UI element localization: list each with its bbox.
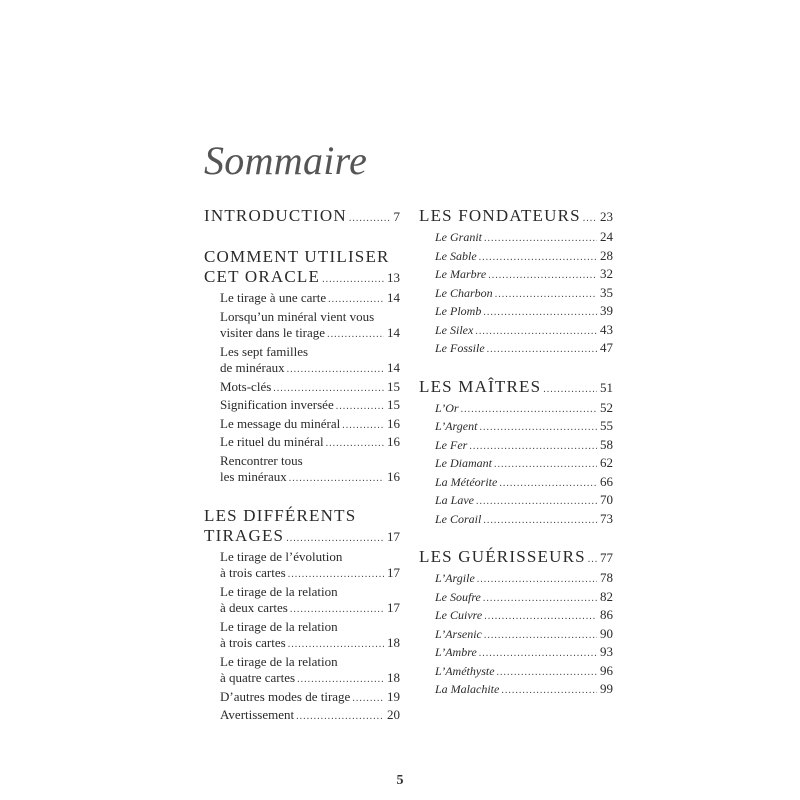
- page-number: 5: [396, 773, 404, 788]
- toc-entry[interactable]: [419, 607, 613, 626]
- toc-page-number: 14: [387, 290, 400, 305]
- toc-page-number: 93: [600, 644, 613, 659]
- leader-dots: [543, 380, 597, 400]
- toc-entry[interactable]: [419, 455, 613, 474]
- toc-page-number: 82: [600, 588, 613, 604]
- toc-page-number: 86: [600, 607, 613, 622]
- toc-page-number: 24: [600, 229, 613, 244]
- toc-page-number: 28: [600, 247, 613, 263]
- toc-page-number: 52: [600, 399, 613, 415]
- toc-entry-fondateurs[interactable]: [419, 206, 613, 229]
- leader-dots: [501, 683, 597, 700]
- toc-entry[interactable]: [204, 689, 400, 708]
- toc-entry[interactable]: [204, 707, 400, 726]
- toc-page-number: 47: [600, 340, 613, 355]
- toc-page-number: 19: [387, 688, 400, 704]
- leader-dots: [290, 602, 384, 619]
- toc-heading-label: INTRODUCTION: [204, 206, 347, 225]
- toc-page-number: 96: [600, 662, 613, 678]
- toc-page-number: 17: [387, 565, 400, 580]
- toc-entry-tirages[interactable]: [204, 526, 400, 549]
- toc-entry[interactable]: [419, 266, 613, 285]
- leader-dots: [488, 268, 597, 285]
- toc-entry-label: Le Fer: [435, 437, 468, 452]
- toc-entry-guerisseurs[interactable]: [419, 547, 613, 570]
- toc-entry-label: Le Soufre: [435, 589, 481, 604]
- leader-dots: [484, 609, 597, 626]
- toc-left-column: [204, 206, 400, 726]
- leader-dots: [479, 646, 597, 663]
- toc-page-number: 43: [600, 321, 613, 337]
- leader-dots: [287, 362, 384, 379]
- toc-page-number: 58: [600, 436, 613, 452]
- leader-dots: [297, 672, 384, 689]
- toc-entry[interactable]: [419, 492, 613, 511]
- toc-entry[interactable]: [204, 379, 400, 398]
- toc-entry-label: L’Or: [435, 400, 459, 415]
- toc-entry[interactable]: [204, 600, 400, 619]
- toc-heading-label: CET ORACLE: [204, 267, 321, 286]
- toc-page-number: 18: [387, 635, 400, 650]
- toc-page-number: 15: [387, 397, 400, 412]
- leader-dots: [476, 494, 597, 511]
- toc-page-number: 35: [600, 284, 613, 300]
- toc-page-number: 51: [600, 379, 613, 395]
- toc-entry-label: Avertissement: [220, 707, 295, 722]
- toc-entry[interactable]: [419, 570, 613, 589]
- toc-entry-label: les minéraux: [220, 469, 287, 484]
- leader-dots: [288, 637, 384, 654]
- toc-entry[interactable]: [419, 303, 613, 322]
- leader-dots: [288, 567, 384, 584]
- toc-entry[interactable]: [204, 325, 400, 344]
- toc-page-number: 17: [387, 600, 400, 615]
- toc-entry[interactable]: [419, 248, 613, 267]
- toc-entry-label: à trois cartes: [220, 565, 286, 580]
- toc-entry[interactable]: [419, 340, 613, 359]
- toc-entry-line1: Le tirage de l’évolution: [220, 548, 343, 564]
- toc-entry-label: D’autres modes de tirage: [220, 688, 351, 704]
- toc-heading-tirages-line1: LES DIFFÉRENTS: [204, 505, 357, 525]
- toc-entry[interactable]: [419, 589, 613, 608]
- toc-page-number: 99: [600, 681, 613, 696]
- toc-entry-comment[interactable]: [204, 267, 400, 290]
- toc-entry-label: Le message du minéral: [220, 415, 341, 431]
- toc-entry-label: La Malachite: [435, 682, 500, 696]
- leader-dots: [477, 572, 597, 589]
- toc-entry[interactable]: [419, 663, 613, 682]
- toc-entry[interactable]: [419, 418, 613, 437]
- leader-dots: [461, 402, 597, 419]
- toc-entry[interactable]: [204, 635, 400, 654]
- toc-entry-line1: Lorsqu’un minéral vient vous: [220, 308, 375, 324]
- toc-entry-label: à deux cartes: [220, 600, 288, 615]
- toc-entry-label: Signification inversée: [220, 397, 334, 412]
- leader-dots: [352, 691, 384, 708]
- leader-dots: [349, 209, 391, 229]
- toc-entry[interactable]: [419, 437, 613, 456]
- toc-entry-label: Le Granit: [435, 230, 483, 244]
- toc-entry-label: Le Diamant: [435, 456, 492, 470]
- toc-entry[interactable]: [204, 397, 400, 416]
- toc-page-number: 55: [600, 418, 613, 433]
- toc-right-column: [419, 206, 613, 700]
- leader-dots: [479, 250, 597, 267]
- toc-entry-label: L’Argile: [435, 571, 475, 585]
- toc-entry-label: Le Sable: [435, 248, 477, 263]
- leader-dots: [483, 513, 597, 530]
- leader-dots: [588, 550, 597, 570]
- toc-heading-label: LES GUÉRISSEURS: [419, 547, 586, 566]
- toc-entry-label: Le rituel du minéral: [220, 434, 324, 449]
- toc-entry-label: L’Améthyste: [435, 663, 495, 678]
- toc-entry-label: Le Plomb: [435, 304, 482, 318]
- toc-page-number: 16: [387, 434, 400, 449]
- toc-entry-label: de minéraux: [220, 360, 285, 375]
- leader-dots: [289, 471, 384, 488]
- toc-page-number: 23: [600, 209, 613, 224]
- toc-page-number: 78: [600, 570, 613, 585]
- toc-entry[interactable]: [419, 511, 613, 530]
- toc-heading-comment-line1: COMMENT UTILISER: [204, 247, 390, 266]
- toc-page-number: 7: [393, 209, 400, 224]
- toc-page-number: 14: [387, 360, 400, 375]
- toc-page-number: 13: [387, 270, 400, 285]
- toc-entry-label: à quatre cartes: [220, 670, 296, 685]
- toc-entry-label: L’Arsenic: [435, 626, 482, 641]
- leader-dots: [484, 628, 597, 645]
- leader-dots: [475, 324, 597, 341]
- leader-dots: [328, 292, 384, 309]
- toc-page-number: 17: [387, 528, 400, 544]
- leader-dots: [583, 209, 597, 229]
- leader-dots: [494, 457, 597, 474]
- toc-entry-label: Le Cuivre: [435, 608, 483, 622]
- toc-entry-label: Le tirage à une carte: [220, 290, 327, 305]
- toc-page-number: 73: [600, 510, 613, 526]
- leader-dots: [497, 665, 597, 682]
- toc-heading-label: LES FONDATEURS: [419, 206, 581, 225]
- toc-entry-label: L’Argent: [435, 419, 478, 433]
- toc-entry[interactable]: [419, 681, 613, 700]
- leader-dots: [296, 709, 384, 726]
- leader-dots: [487, 342, 597, 359]
- leader-dots: [483, 305, 597, 322]
- toc-entry-maitres[interactable]: [419, 377, 613, 400]
- leader-dots: [273, 381, 384, 398]
- page-title: Sommaire: [204, 138, 368, 183]
- toc-entry-label: Le Charbon: [435, 285, 493, 300]
- toc-entry[interactable]: [419, 644, 613, 663]
- toc-entry-label: Le Silex: [435, 322, 474, 337]
- toc-entry[interactable]: [419, 285, 613, 304]
- toc-heading-label: LES MAÎTRES: [419, 376, 542, 396]
- toc-entry-line1: Le tirage de la relation: [220, 583, 338, 599]
- toc-entry-label: L’Ambre: [435, 645, 477, 659]
- toc-page-number: 66: [600, 473, 613, 489]
- toc-entry[interactable]: [204, 416, 400, 435]
- toc-entry[interactable]: [419, 322, 613, 341]
- toc-entry-line1: Le tirage de la relation: [220, 653, 338, 669]
- leader-dots: [469, 439, 597, 456]
- leader-dots: [327, 327, 384, 344]
- toc-entry[interactable]: [204, 360, 400, 379]
- toc-entry[interactable]: [204, 565, 400, 584]
- toc-entry[interactable]: [419, 626, 613, 645]
- toc-entry-label: à trois cartes: [220, 635, 286, 650]
- toc-page-number: 15: [387, 378, 400, 394]
- leader-dots: [499, 476, 597, 493]
- toc-page-number: 20: [387, 707, 400, 722]
- toc-entry-line1: Rencontrer tous: [220, 452, 303, 468]
- toc-page-number: 16: [387, 469, 400, 484]
- toc-entry[interactable]: [419, 400, 613, 419]
- toc-entry-line1: Les sept familles: [220, 343, 309, 359]
- leader-dots: [484, 231, 597, 248]
- toc-entry-label: La Lave: [435, 493, 474, 507]
- toc-entry-label: Mots-clés: [220, 378, 272, 394]
- toc-entry-label: La Météorite: [435, 474, 498, 489]
- leader-dots: [326, 436, 384, 453]
- toc-entry-line1: Le tirage de la relation: [220, 618, 338, 634]
- toc-page-number: 77: [600, 550, 613, 565]
- toc-entry[interactable]: [419, 229, 613, 248]
- leader-dots: [479, 420, 597, 437]
- leader-dots: [342, 418, 384, 435]
- toc-entry-label: visiter dans le tirage: [220, 325, 326, 340]
- toc-page-number: 39: [600, 303, 613, 318]
- toc-page-number: 32: [600, 266, 613, 281]
- leader-dots: [322, 270, 384, 290]
- toc-entry-label: Le Fossile: [435, 341, 485, 355]
- toc-entry[interactable]: [204, 290, 400, 309]
- leader-dots: [483, 591, 597, 608]
- leader-dots: [286, 529, 384, 549]
- toc-entry-introduction[interactable]: [204, 206, 400, 229]
- toc-page-number: 70: [600, 492, 613, 507]
- toc-entry[interactable]: [204, 469, 400, 488]
- leader-dots: [495, 287, 597, 304]
- toc-heading-label: TIRAGES: [204, 525, 285, 545]
- leader-dots: [336, 399, 384, 416]
- toc-page-number: 14: [387, 325, 400, 340]
- toc-entry-label: Le Marbre: [435, 267, 487, 281]
- toc-page-number: 18: [387, 670, 400, 685]
- toc-page-number: 16: [387, 415, 400, 431]
- toc-page-number: 62: [600, 455, 613, 470]
- toc-entry[interactable]: [419, 474, 613, 493]
- toc-page-number: 90: [600, 625, 613, 641]
- toc-entry[interactable]: [204, 434, 400, 453]
- toc-entry-label: Le Corail: [435, 511, 482, 526]
- toc-entry[interactable]: [204, 670, 400, 689]
